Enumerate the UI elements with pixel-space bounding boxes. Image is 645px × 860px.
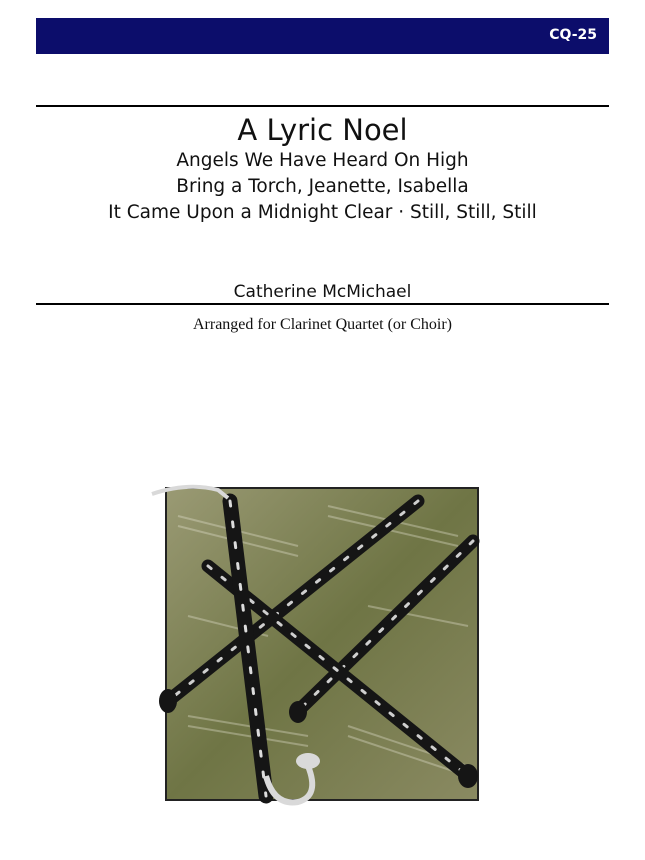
clarinets-icon <box>148 476 488 816</box>
catalog-code: CQ-25 <box>549 27 597 43</box>
piece-title: It Came Upon a Midnight Clear · Still, Still, Still <box>108 202 537 223</box>
composer-name: Catherine McMichael <box>233 282 412 302</box>
piece-title: Angels We Have Heard On High <box>176 150 469 171</box>
piece-title: Bring a Torch, Jeanette, Isabella <box>176 176 469 197</box>
header-bar <box>36 18 609 54</box>
composer-rule <box>36 303 609 305</box>
page-title: A Lyric Noel <box>237 113 408 147</box>
top-rule <box>36 105 609 107</box>
title-block <box>0 112 645 226</box>
arrangement-note: Arranged for Clarinet Quartet (or Choir) <box>192 316 452 333</box>
